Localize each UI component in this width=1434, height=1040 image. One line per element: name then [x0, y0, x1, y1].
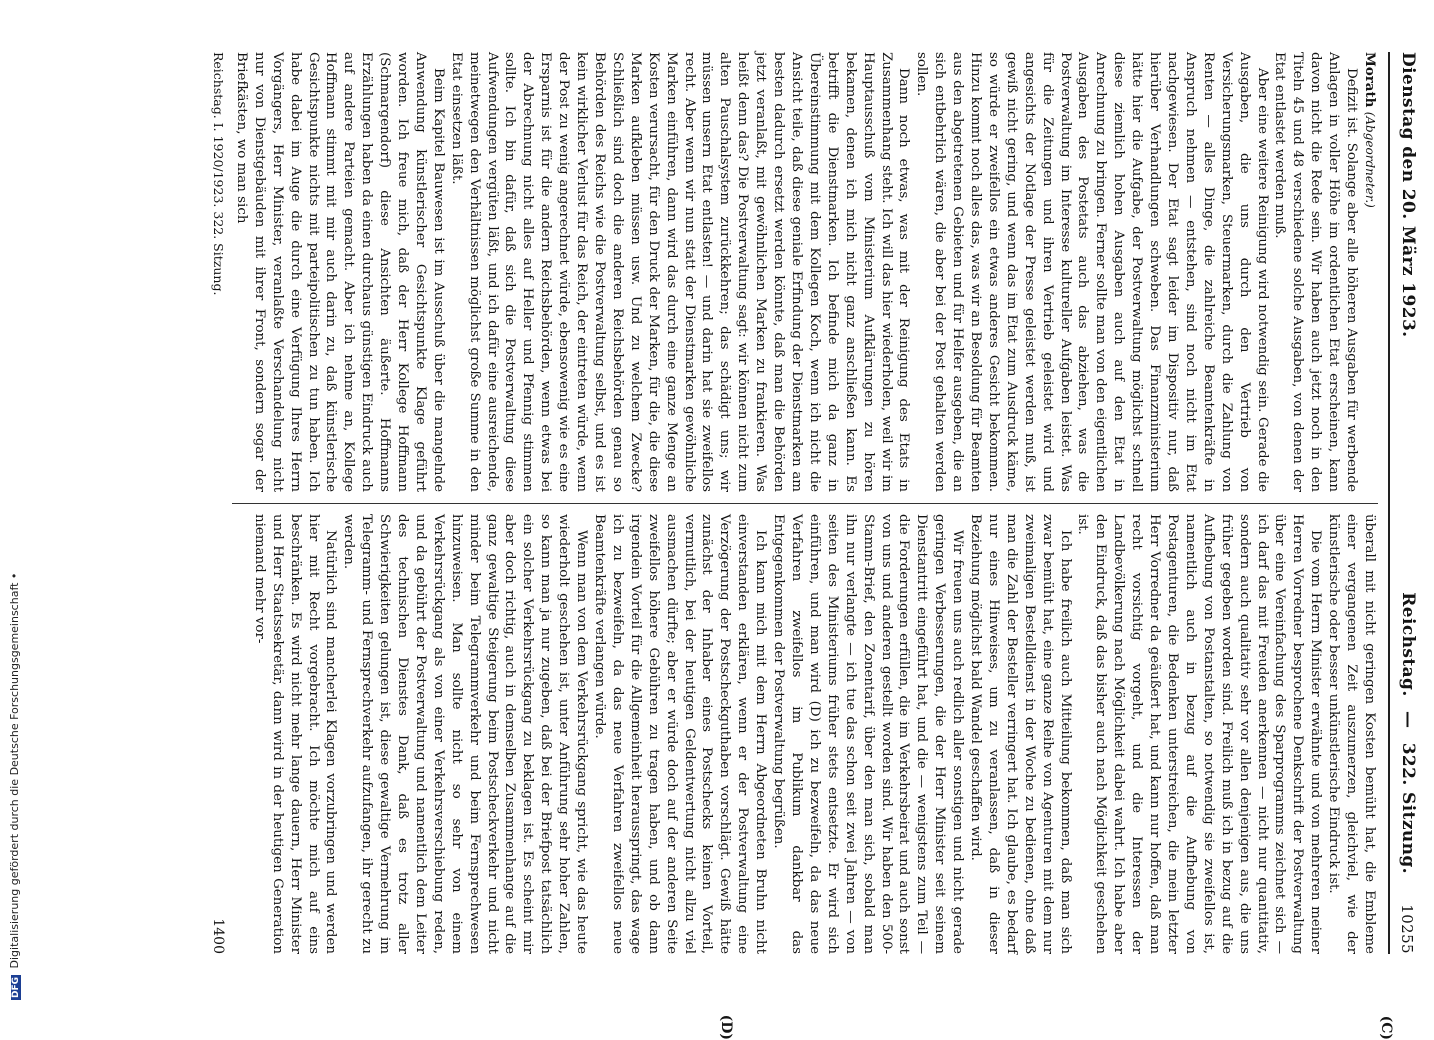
- paragraph: Ich habe freilich auch Mitteilung bekommen, daß man sich zwar bemüht hat, eine ganze Reihe von Agenturen mit dem nur zweimaligen Bestelldienst in der Woche zu bedienen, ohne daß man die Zahl der Besteller verringert hat. Ich glaube, es bedarf nur eines Hinweises, um zu veranlassen, daß in dieser Beziehung möglichst bald Wandel geschaffen wird.: [968, 514, 1073, 954]
- digitization-note: [8, 0, 26, 1000]
- digitization-note-text: Digitalisierung gefördert durch die Deutsche Forschungsgemeinschaft •: [8, 572, 21, 969]
- paragraph: Wir freuen uns auch redlich aller sonstigen und nicht gerade geringen Verbesserungen, die der Herr Minister seit seinem Dienstantritt eingeführt hat, und die — wenigstens zum Teil — die Forderungen erfüllen, die im Verkehrsbeirat und auch sonst von uns und anderen gestellt worden sind. Wir haben den 500-Stamm-Brief, den Zonentarif, über den man sich, sobald man ihn nur verlangte — ich tue das schon seit zwei Jahren — von seiten des Ministeriums früher stets entsetzte. Er wird sich einführen, und man wird (D) ich zu bezweifeln, da das neue Verfahren zweifellos im Publikum dankbar das Entgegenkommen der Postverwaltung begrüßen.: [771, 514, 966, 954]
- speaker-line: [1360, 52, 1378, 492]
- margin-mark-d: (D): [718, 1014, 734, 1040]
- paragraph: Defizit ist. Solange aber alle höheren Ausgaben für werbende Anlagen in voller Höhe im ordentlichen Etat erscheinen, kann davon nicht die Rede sein. Wir haben auch jetzt noch in den Titeln 45 und 48 verschiedene solche Ausgaben, von denen der Etat entlastet werden muß.: [1272, 52, 1360, 492]
- left-column: [232, 52, 1378, 492]
- paragraph: Natürlich sind mancherlei Klagen vorzubringen und werden hier mit Recht vorgebracht. Ich möchte mich auf eins beschränken. Es wird nicht mehr lange dauern, Herr Minister und Herr Staatssekretär, dann wird in der heutigen Generation niemand mehr vor-: [251, 514, 339, 954]
- paragraph: Beim Kapitel Bauwesen ist im Ausschuß über die mangelnde Anwendung künstlerischer Gesichtspunkte Klage geführt worden. Ich freue mich, daß der Herr Kollege Hoffmann (Schmargendorf) diese Ansichten äußerte. Hoffmanns Erzählungen haben da einen durchaus günstigen Eindruck auch auf andere Parteien gemacht. Aber ich nehme an, Kollege Hoffmann stimmt mit mir auch darin zu, daß künstlerische Gesichtspunkte nichts mit parteipolitischen zu tun haben. Ich habe dabei im Auge die durch eine Verfügung Ihres Herrn Vorgängers, Herr Minister, veranlaßte Verschandelung nicht nur von Dienstgebäuden mit ihrer Front, sondern sogar der Briefkästen, wo man sich: [233, 52, 446, 492]
- page-header: [1390, 52, 1420, 954]
- header-dash: —: [1398, 710, 1418, 729]
- page-number: 10255: [1398, 904, 1416, 954]
- page-footer: [204, 52, 226, 954]
- paragraph: Aber eine weitere Reinigung wird notwendig sein. Gerade die Ausgaben, die uns durch den Vertrieb von Versicherungsmarken, Steuermarken, durch die Zahlung von Renten — alles Dinge, die zahlreiche Beamtenkräfte in Anspruch nehmen — entstehen, sind noch nicht im Etat nachgewiesen. Der Etat sagt leider im Dispositiv nur, daß hierüber Verhandlungen schweben. Das Finanzministerium hätte hier die Aufgabe, der Postverwaltung möglichst schnell diese ziemlich hohen Ausgaben auch auf den Etat in Anrechnung zu bringen. Ferner sollte man von den eigentlichen Ausgaben des Postetats auch das abziehen, was die Postverwaltung im Interesse kultureller Aufgaben leistet. Was für die Zeitungen und ihren Vertrieb geleistet wird und angesichts der Notlage der Presse geleistet werden muß, ist gewiß nicht gering, und wenn das im Etat zum Ausdruck käme, so würde er zweifellos ein etwas anderes Gesicht bekommen. Hinzu kommt noch alles das, was wir an Besoldung für Beamten aus den abgetretenen Gebieten und für Helfer ausgeben, die an sich entbehrlich wären, die aber bei der Post gehalten werden sollen.: [914, 52, 1270, 492]
- footer-session: Reichstag. I. 1920/1923. 322. Sitzung.: [211, 52, 226, 296]
- margin-mark-c: (C): [1378, 1015, 1394, 1040]
- speaker-name: Morath: [1362, 52, 1378, 108]
- paragraph: Wenn man von dem Verkehrsrückgang spricht, wie das heute wiederholt geschehen ist, unter Anführung sehr hoher Zahlen, so kann man ja nur zugeben, daß bei der Briefpost tatsächlich ein solcher Verkehrsrückgang zu beklagen ist. Es scheint mir aber doch richtig, auch in demselben Zusammenhange auf die ganz gewaltige Steigerung beim Postscheckverkehr und nicht minder beim Telegrammverkehr und beim Fernsprechwesen hinzuweisen. Man sollte nicht so sehr von einem Verkehrsrückgang als von einer Verkehrsverschiebung reden, und da gebührt der Postverwaltung und namentlich dem Leiter des technischen Dienstes Dank, daß es trotz aller Schwierigkeiten gelungen ist, diese gewaltige Vermehrung im Telegramm- und Fernsprechverkehr aufzufangen, ihr gerecht zu werden.: [341, 514, 590, 954]
- paragraph: überall mit nicht geringen Kosten bemüht hat, die Embleme einer vergangenen Zeit auszumerzen, gleichviel, wie der künstlerische oder besser unkünstlerische Eindruck ist.: [1326, 514, 1377, 954]
- header-title: [1398, 592, 1418, 874]
- footer-number: 1400: [210, 918, 226, 954]
- paragraph: Dann noch etwas, was mit der Reinigung des Etats in Zusammenhang steht. Ich will das hier wiederholen, weil wir im Hauptausschuß vom Ministerium Aufklärungen zu hören bekamen, denen ich mich nicht ganz anschließen kann. Es betrifft die Dienstmarken. Ich befinde mich da ganz in Übereinstimmung mit dem Kollegen Koch, wenn ich nicht die Ansicht teile, daß diese geniale Erfindung der Dienstmarken am besten dadurch ersetzt werden könnte, daß man die Behörden jetzt veranlaßt, mit gewöhnlichen Marken zu frankieren. Was heißt denn das? Die Postverwaltung sagt: wir können nicht zum alten Pauschalsystem zurückkehren; das schädigt uns; wir müssen unsern Etat entlasten! — und darin hat sie zweifellos recht. Aber wenn wir nun statt der Dienstmarken gewöhnliche Marken einführen, dann wird das durch eine ganze Menge an Kosten verursacht, für den Druck der Marken, für die, die diese Marken aufkleben müssen usw. Und zu welchem Zwecke? Schließlich sind doch die anderen Reichsbehörden genau so Behörden des Reichs wie die Postverwaltung selbst, und es ist kein wirklicher Verlust für das Reich, der eintreten würde, wenn der Post zu wenig angerechnet würde, ebensowenig wie es eine Ersparnis ist für die andern Reichsbehörden, wenn etwas bei der Abrechnung nicht alles auf Heller und Pfennig stimmen sollte. Ich bin dafür, daß sich die Postverwaltung diese Aufwendungen vergüten läßt, und ich dafür eine ausreichende, meinetwegen den Verhältnissen möglichst große Summe in den Etat einsetzen läßt.: [448, 52, 912, 492]
- text-columns: [232, 52, 1378, 954]
- right-column: [232, 514, 1378, 954]
- column-divider: [232, 503, 1378, 504]
- speaker-aside: (Abgeordneter.): [1363, 111, 1377, 208]
- paragraph: Ich kann mich mit dem Herrn Abgeordneten Bruhn nicht einverstanden erklären, wenn er der Postverwaltung eine Verzögerung der Postscheckguthaben vorschlägt. Gewiß hätte zunächst der Inhaber eines Postschecks keinen Vorteil, vermutlich, bei der heutigen Geldentwertung nicht allzu viel ausmachen dürfte; aber er würde doch auf der anderen Seite zweifellos höhere Gebühren zu tragen haben, und ob dann irgendein Vorteil für die Allgemeinheit herausspringt, das wage ich zu bezweifeln, da das neue Verfahren zweifellos neue Beamtenkräfte verlangen würde.: [592, 514, 769, 954]
- header-session: 322. Sitzung.: [1398, 742, 1418, 874]
- header-date: Dienstag den 20. März 1923.: [1398, 52, 1418, 338]
- header-title-left: Reichstag.: [1398, 592, 1418, 697]
- paragraph: Die vom Herrn Minister erwähnte und von mehreren meiner Herren Vorredner besprochene Denkschrift der Postverwaltung über eine Vereinfachung des Sparprogramms zeichnet sich — ich darf das mit Freuden anerkennen — nicht nur quantitativ, sondern auch qualitativ sehr vor allen denjenigen aus, die uns früher gegeben worden sind. Freilich muß ich in bezug auf die Aufhebung von Postanstalten, so notwendig sie zweifellos ist, namentlich auch in bezug auf die Aufhebung von Postagenturen, die Bedenken unterstreichen, die mein letzter Herr Vorredner da geäußert hat, und kann nur hoffen, daß man recht vorsichtig vorgeht, und die Interessen der Landbevölkerung nach Möglichkeit dabei wahrt. Ich habe aber den Eindruck, daß das bisher auch nach Möglichkeit geschehen ist.: [1075, 514, 1324, 954]
- dfg-logo: DFG: [11, 976, 21, 998]
